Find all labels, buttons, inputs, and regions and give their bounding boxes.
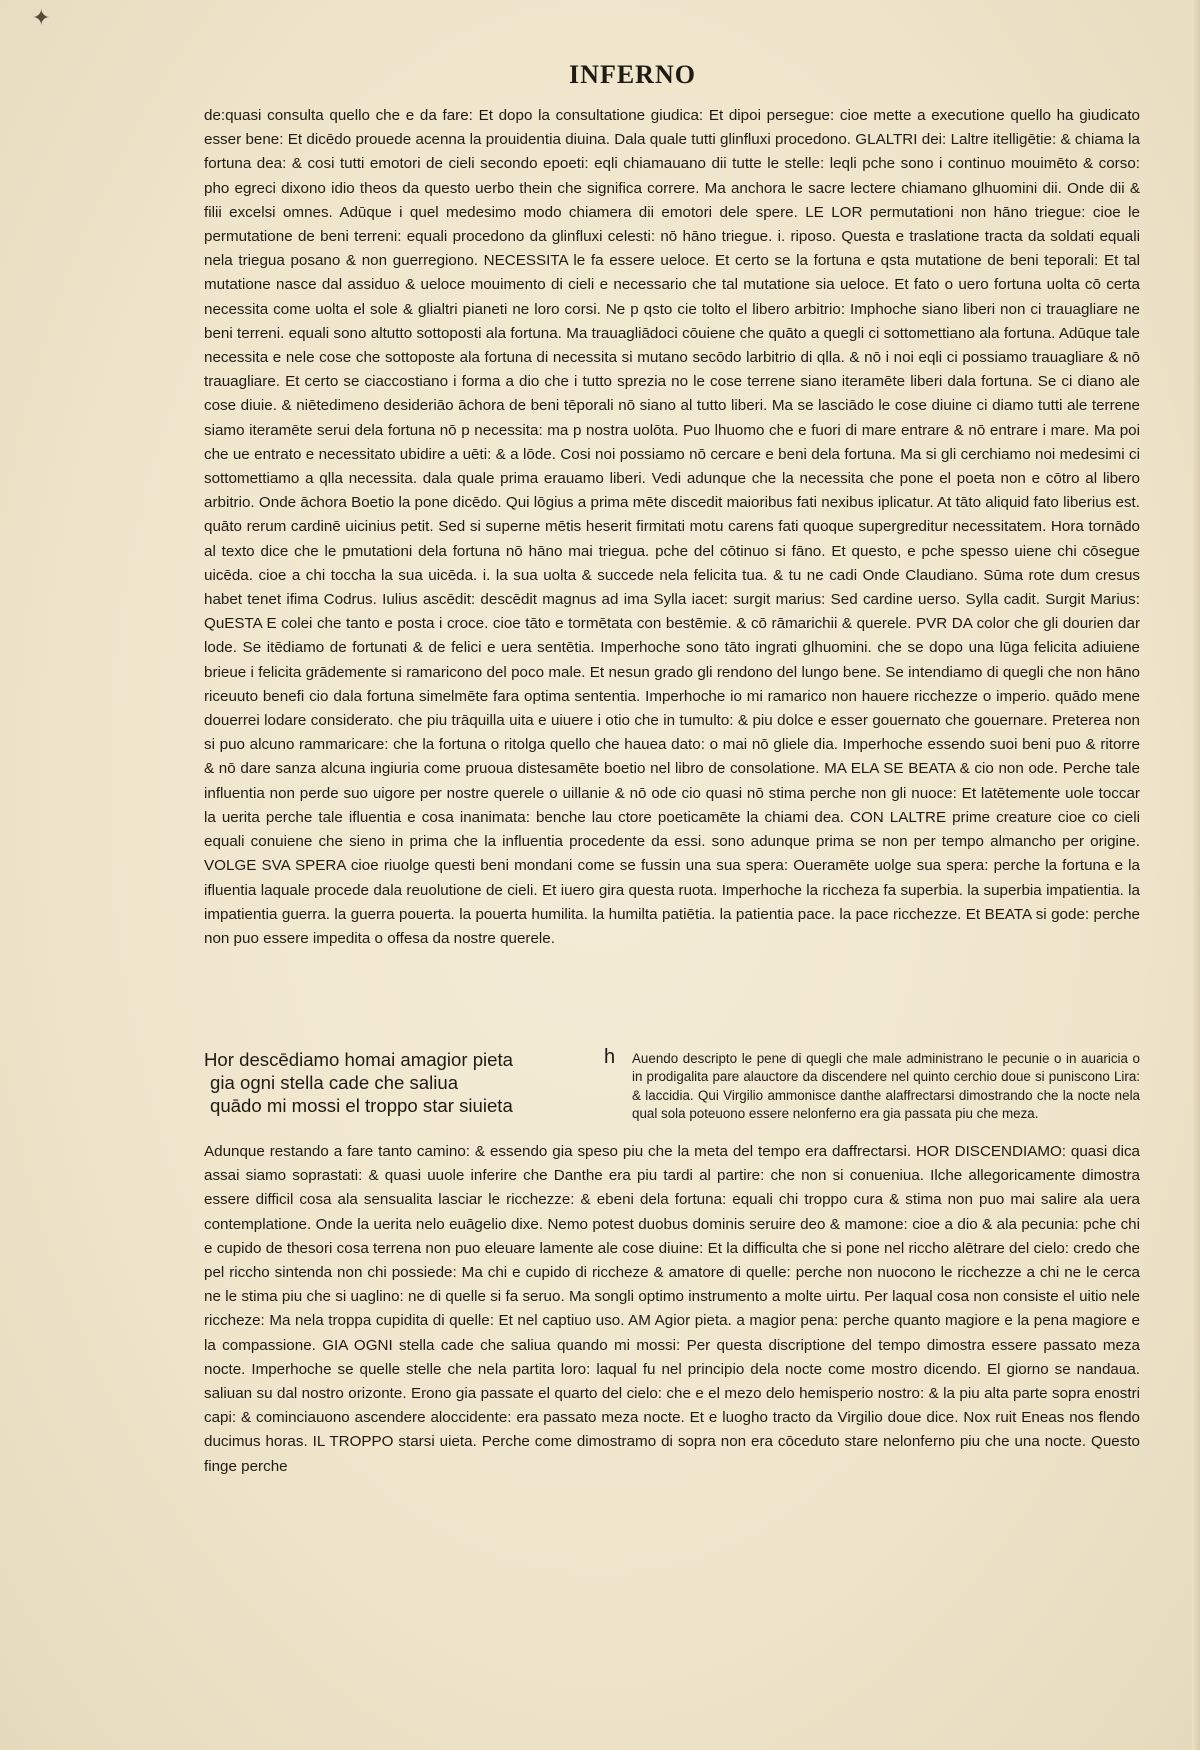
verse-line: gia ogni stella cade che saliua — [210, 1072, 459, 1093]
running-head: INFERNO — [569, 60, 696, 89]
verse-line: quādo mi mossi el troppo star siuieta — [210, 1095, 513, 1116]
canto-intro-commentary: Auendo descripto le pene di quegli che male administrano le pecunie o in auaricia o in prodigalita pare alauctore da discendere nel quinto cerchio doue si puniscono Lira: & laccidia. Qui Virgilio ammonisce danthe alaffrectarsi dimostrando che la nocte nela qual sola poteuono essere nelonferno era gia passata piu che meza. — [632, 1051, 1140, 1122]
commentary-lower: Adunque restando a fare tanto camino: & essendo gia speso piu che la meta del tempo era daffrectarsi. HOR DISCENDIAMO: quasi dica assai siamo soprastati: & quasi uuole inferire che Danthe era piu tardi al partire: che non si conueniua. Ilche allegoricamente dimostra essere difficil cosa ala sensualita lasciar le ricchezze: & ebeni dela fortuna: equali chi troppo cura & stima non puo mai salire ala uera contemplatione. Onde la uerita nelo euāgelio dixe. Nemo potest duobus dominis seruire deo & mamone: cioe a dio & ala pecunia: pche chi e cupido de thesori cosa terrena non puo eleuare lamente ale cose diuine: Et la difficulta che si pone nel riccho alētrare del cielo: credo che pel riccho sintenda non chi possiede: Ma chi e cupido di riccheze & amatore di quelle: perche non nuocono le ricchezze a chi ne le cerca ne le stima piu che si uaglino: ne di quelle si fa seruo. Ma songli optimo instrumento a molte uirtu. Per laqual cosa non consiste el uitio nele riccheze: Ma nela troppa cupidita di quelle: Et nel captiuo uso. AM Agior pieta. a magior pena: perche quanto magiore e la pena magiore e la compassione. GIA OGNI stella cade che saliua quando mi mossi: Per questa discriptione del tempo dimostra essere passato meza nocte. Imperhoche se quelle stelle che nela partita loro: laqual fu nel principio dela nocte come mostro dicendo. El giorno se nandaua. saliuan su dal nostro orizonte. Erono gia passate el quarto del cielo: che e el mezo delo hemisperio nostro: & la piu alta parte sopra enostri capi: & cominciauono ascendere aloccidente: era passato meza nocte. Et e luogho tracto da Virgilio doue dice. Nox ruit Eneas nos flendo ducimus horas. IL TROPPO starsi uieta. Perche come dimostramo di sopra non era cōceduto stare nelonferno piu che una nocte. Questo finge perche — [204, 1143, 1140, 1475]
commentary-upper: de:quasi consulta quello che e da fare: Et dopo la consultatione giudica: Et dipoi persegue: cioe mette a executione quello ha giudicato esser bene: Et dicēdo prouede acenna la prouidentia diuina. Dala quale tutti glinfluxi procedono. GLALTRI dei: Laltre itelligētie: & chiama la fortuna dea: & cosi tutti emotori de cieli secondo epoeti: eqli chiamauano dii tutte le stelle: leqli pche sono i continuo mouimēto & corso: pho egreci dixono idio theos da questo uerbo thein che significa correre. Ma anchora le sacre lectere chiamano glhuomini dii. Onde dii & filii excelsi omnes. Adūque i quel medesimo modo chiamera dii emotori dele spere. LE LOR permutationi non hāno triegue: cioe le permutatione de beni terreni: equali procedono da glinfluxi celesti: nō hāno triegue. i. riposo. Questa e traslatione tracta da soldati equali nela triegua posano & non guerregiono. NECESSITA le fa essere ueloce. Et certo se la fortuna e qsta mutatione de beni teporali: Et tal mutatione nasce dal assiduo & ueloce mouimento di cieli e necessario che tal mutatione sia ueloce. Et fato o uero fortuna uolta cō certa necessita come uolta el sole & glialtri pianeti ne loro corsi. Ne p qsto cie tolto el libero arbitrio: Imphoche siano liberi non ci trauagliare ne beni terreni. equali sono altutto sottoposti ala fortuna. Ma trauagliādoci cōuiene che quāto a quegli ci sottomettiano ala fortuna. Adūque tale necessita e nele cose che sottoposte ala fortuna di necessita si mutano secōdo larbitrio di qlla. & nō i noi eqli ci possiamo trauagliare & nō trauagliare. Et certo se ciaccostiano i forma a dio che i tutto sprezia no le cose terrene siano iteramēte liberi dala fortuna. Se ci diano ale cose diuie. & niētedimeno desideriāo āchora de beni tēporali nō siano al tutto liberi. Ma se lasciādo le cose diuine ci diamo tutti ale terrene siamo iteramēte serui dela fortuna nō p necessita: ma p nostra uolōta. Puo lhuomo che e fuori di mare entrare & nō entrare i mare. Ma poi che ue entrato e necessitato ubidire a uēti: & a lōde. Cosi noi possiamo nō cercare e beni dela fortuna. Ma si gli cerchiamo noi medesimi ci sottomettiamo a qlla necessita. dala quale prima erauamo liberi. Vedi adunque che la necessita che pone el poeta non e cōtro al libero arbitrio. Onde āchora Boetio la pone dicēdo. Qui lōgius a prima mēte discedit maioribus fati nexibus iplicatur. At tāto aliquid fato liberius est. quāto rerum cardinē uicinius petit. Sed si superne mētis heserit firmitati motu carens fati quoque supergreditur necessitatem. Hora tornādo al texto dice che le pmutationi dela fortuna nō hāno mai triegua. pche del cōtinuo si fāno. Et questo, e pche spesso uiene chi cōsegue uicēda. cioe a chi toccha la sua uicēda. i. la sua uolta & succede nela felicita tua. & tu ne cadi Onde Claudiano. Sūma rote dum cresus habet tenet ifima Codrus. Iulius ascēdit: descēdit magnus ad ima Sylla iacet: surgit marius: Sed cardine uerso. Sylla cadit. Surgit Marius: QuESTA E colei che tanto e posta i croce. cioe tāto e tormētata con bestēmie. & cō rāmarichii & querele. PVR DA color che gli dourien dar lode. Se itēdiamo de fortunati & de felici e uera sentētia. Imperhoche sono tāto ingrati glhuomini. che se dopo una lūga felicita adiuiene brieue i felicita grādemente si ramaricono del poco male. Et nesun grado gli rendono del lungo bene. Se intendiamo di quegli che non hāno riceuuto benefi cio dala fortuna simelmēte fara optima sententia. Imperhoche io mi ramarico non hauere ricchezze o imperio. quādo mene douerrei lodare considerato. che piu trāquilla uita e uiuere i otio che in tumulto: & piu dolce e esser gouernato che gouernare. Preterea non si puo alcuno rammaricare: che la fortuna o ritolga quello che hauea dato: o mai nō gliele dia. Imperhoche essendo suoi beni puo & ritorre & nō dare sanza alcuna ingiuria come pruoua distesamēte boetio nel libro de consolatione. MA ELA SE BEATA & cio non ode. Perche tale influentia non perde suo uigore per nostre querele o uillanie & nō ode cio quasi nō stima perche non gli nuoce: Et latētemente uole toccar la uerita perche tale ifluentia e cosa inanimata: benche lau ctore poeticamēte la chiami dea. CON LALTRE prime creature cioe co cieli equali conuiene che sieno in prima che la influentia procedente da essi. sono adunque prima se non per tempo almancho per origine. VOLGE SVA SPERA cioe riuolge questi beni mondani come se fussin una sua spera: Oueramēte uolge sua spera: perche la fortuna e la ifluentia laquale procede dala reuolutione de cieli. Et iuero gira questa ruota. Imperhoche la riccheza fa superbia. la superbia impatientia. la impatientia guerra. la guerra pouerta. la pouerta humilita. la humilta patiētia. la patientia pace. la pace ricchezze. Et BEATA si gode: perche non puo essere impedita o offesa da nostre querele. — [204, 107, 1140, 947]
verse-line: Hor descēdiamo homai amagior pieta — [204, 1049, 514, 1070]
verse-block — [204, 1048, 582, 1117]
page-edge — [1192, 0, 1200, 1750]
drop-letter: h — [604, 1046, 616, 1068]
corner-mark: ✦ — [32, 6, 51, 31]
